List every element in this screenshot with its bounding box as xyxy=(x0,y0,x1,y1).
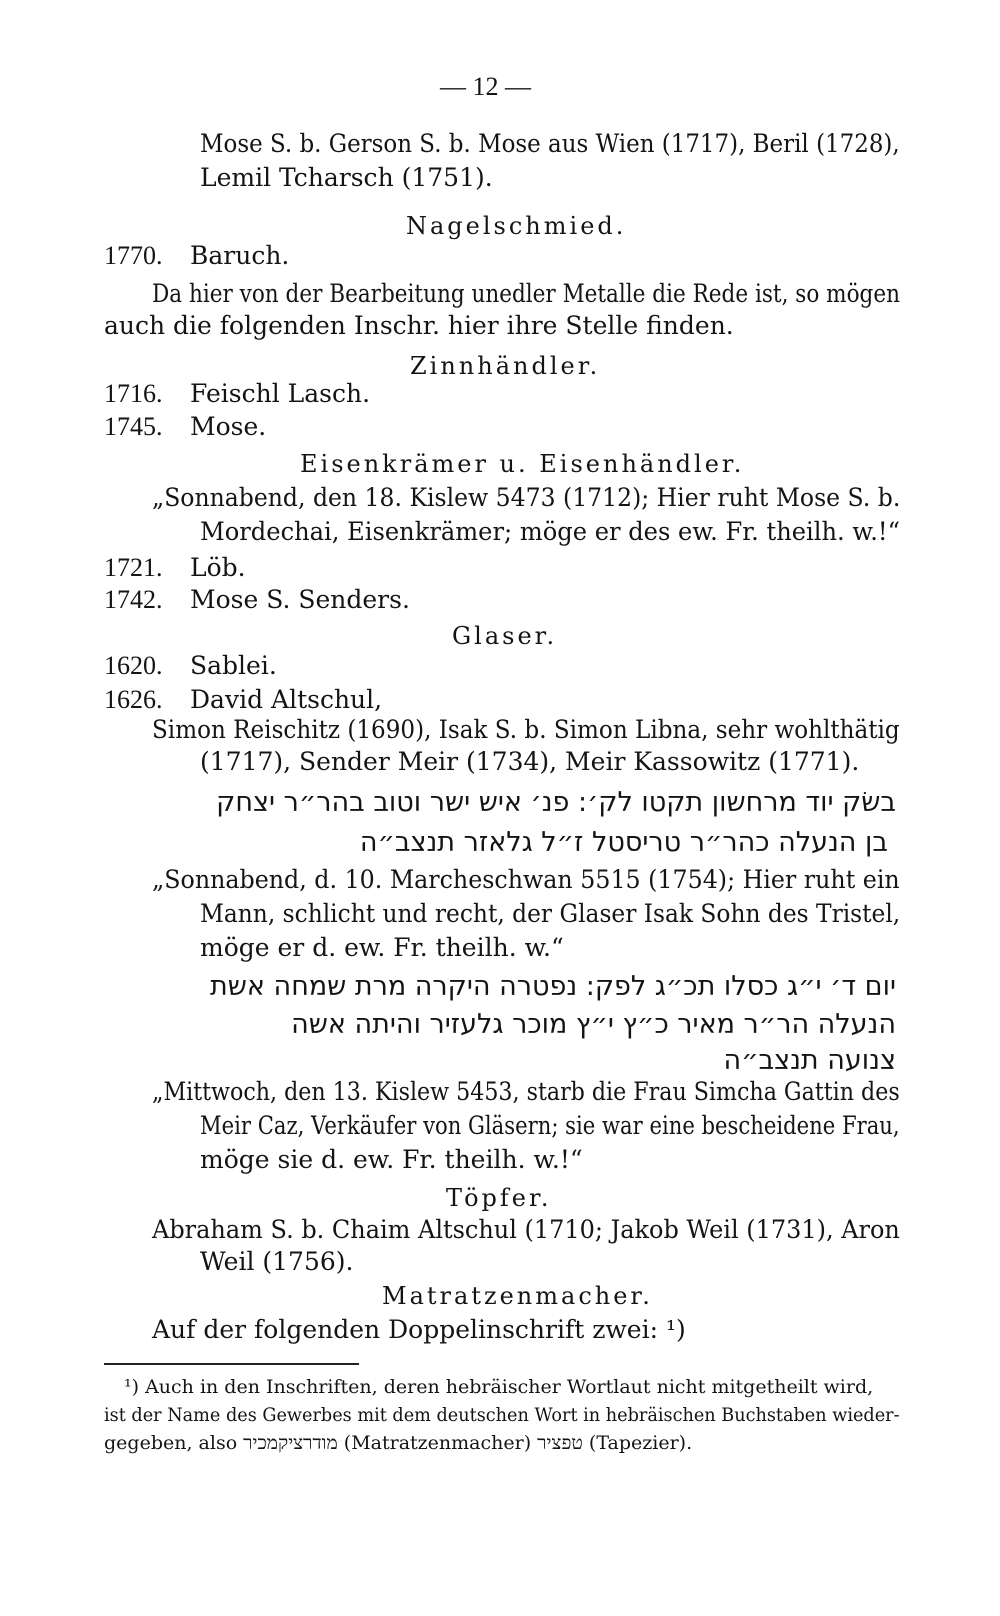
year-label: 1620. xyxy=(104,651,163,680)
text-line: möge sie d. ew. Fr. theilh. w.!“ xyxy=(200,1145,583,1174)
year-label: 1716. xyxy=(104,379,163,408)
entry-name: Baruch. xyxy=(190,241,290,270)
section-heading-zinnhaendler: Zinnhändler. xyxy=(410,352,601,380)
year-label: 1626. xyxy=(104,685,163,714)
entry-name: David Altschul, xyxy=(190,685,383,714)
section-heading-glaser: Glaser. xyxy=(452,622,558,650)
text-line: (1717), Sender Meir (1734), Meir Kassowitz (1771). xyxy=(200,747,860,776)
text-line: „Sonnabend, d. 10. Marcheschwan 5515 (1754); Hier ruht ein xyxy=(152,865,900,894)
hebrew-inscription-line: בשׂק יוד מרחשון תקטו לק׳: פנ׳ איש ישר וטוב בהר״ר יצחק xyxy=(216,787,896,818)
year-label: 1742. xyxy=(104,585,163,614)
text-line: Mann, schlicht und recht, der Glaser Isak Sohn des Tristel, xyxy=(200,899,901,928)
year-label: 1770. xyxy=(104,241,163,270)
text-line: Auf der folgenden Doppelinschrift zwei: ¹) xyxy=(152,1315,686,1344)
section-heading-matratzenmacher: Matratzenmacher. xyxy=(382,1282,653,1310)
hebrew-inscription-line: יום ד׳ י״ג כסלו תכ״ג לפק: נפטרה היקרה מרת שמחה אשת xyxy=(210,971,896,1002)
text-line: auch die folgenden Inschr. hier ihre Stelle finden. xyxy=(104,311,734,340)
year-label: 1745. xyxy=(104,412,163,441)
text-line: möge er d. ew. Fr. theilh. w.“ xyxy=(200,933,564,962)
text-line: „Sonnabend, den 18. Kislew 5473 (1712); Hier ruht Mose S. b. xyxy=(152,483,901,512)
entry-name: Feischl Lasch. xyxy=(190,379,371,408)
footnote-line: ist der Name des Gewerbes mit dem deutschen Wort in hebräischen Buchstaben wieder- xyxy=(104,1404,900,1426)
text-line: Mose S. b. Gerson S. b. Mose aus Wien (1717), Beril (1728), xyxy=(200,129,900,158)
hebrew-inscription-line: צנועה תנצב״ה xyxy=(723,1045,896,1076)
text-line: Weil (1756). xyxy=(200,1247,354,1276)
hebrew-inscription-line: הנעלה הר״ר מאיר כ״ץ י״ץ מוכר גלעזיר והיתה אשה xyxy=(291,1009,896,1040)
section-heading-nagelschmied: Nagelschmied. xyxy=(406,212,627,240)
entry-name: Mose S. Senders. xyxy=(190,585,410,614)
entry-name: Löb. xyxy=(190,553,246,582)
footnote-divider xyxy=(104,1363,359,1365)
hebrew-inscription-line: בן הנעלה כהר״ר טריסטל ז״ל גלאזר תנצב״ה xyxy=(359,827,888,858)
entry-name: Sablei. xyxy=(190,651,277,680)
footnote-line: gegeben, also מודרציקמכיר (Matratzenmacher) טפציר (Tapezier). xyxy=(104,1432,693,1454)
text-line: Simon Reischitz (1690), Isak S. b. Simon Libna, sehr wohlthätig xyxy=(152,715,900,744)
entry-name: Mose. xyxy=(190,412,267,441)
text-line: Mordechai, Eisenkrämer; möge er des ew. Fr. theilh. w.!“ xyxy=(200,517,900,546)
text-line: Abraham S. b. Chaim Altschul (1710; Jakob Weil (1731), Aron xyxy=(152,1215,900,1244)
section-heading-eisenkraemer: Eisenkrämer u. Eisenhändler. xyxy=(300,450,745,478)
footnote-line: ¹) Auch in den Inschriften, deren hebräischer Wortlaut nicht mitgetheilt wird, xyxy=(124,1376,874,1398)
year-label: 1721. xyxy=(104,553,163,582)
text-line: Lemil Tcharsch (1751). xyxy=(200,163,493,192)
text-line: Meir Caz, Verkäufer von Gläsern; sie war eine bescheidene Frau, xyxy=(200,1111,900,1140)
text-line: Da hier von der Bearbeitung unedler Metalle die Rede ist, so mögen xyxy=(152,279,901,308)
page-number: — 12 — xyxy=(440,72,531,101)
section-heading-toepfer: Töpfer. xyxy=(446,1184,552,1212)
text-line: „Mittwoch, den 13. Kislew 5453, starb die Frau Simcha Gattin des xyxy=(152,1077,900,1106)
